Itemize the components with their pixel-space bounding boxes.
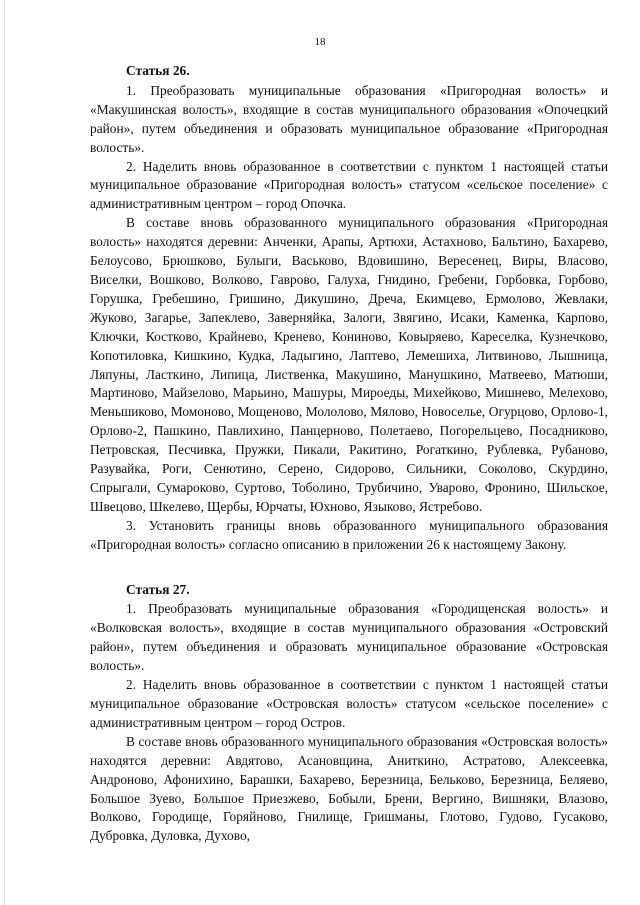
article-paragraph: 3. Установить границы вновь образованного муниципального образования «Пригородная волость» согласно описанию в приложении 26 к настоящему Закону. [90,517,608,552]
article-27 [90,581,608,847]
article-paragraph: 1. Преобразовать муниципальные образования «Городищенская волость» и «Волковская волость», входящие в состав муниципального образования «Островский район», путем объединения и образовать муниципальное образование «Островская волость». [90,601,608,674]
article-heading: Статья 27. [126,581,190,597]
article-paragraph: 1. Преобразовать муниципальные образования «Пригородная волость» и «Макушинская волость», входящие в состав муниципального образования «Опочецкий район», путем объединения и образовать муниципальное образование «Пригородная волость». [90,82,608,155]
article-paragraph: 2. Наделить вновь образованное в соответствии с пунктом 1 настоящей статьи муниципальное образование «Островская волость» статусом «сельское поселение» с административным центром – город Остров. [90,677,608,730]
village-list-paragraph: В составе вновь образованного муниципального образования «Островская волость» находятся деревни: Авдятово, Асановщина, Аниткино, Астратово, Алексеевка, Андроново, Афонихино, Барашки, Бахарево, Березница, Бельково, Березница, Беляево, Большое Зуево, Большое Приезжево, Бобыли, Брени, Вергино, Вишняки, Влазово, Волково, Городище, Горяйново, Гнилище, Гришманы, Глотово, Гудово, Гусаково, Дубровка, Дуловка, Духово, [90,733,608,844]
article-paragraph: 2. Наделить вновь образованное в соответствии с пунктом 1 настоящей статьи муниципальное образование «Пригородная волость» статусом «сельское поселение» с административным центром – город Опочка. [90,158,608,212]
page-number: 18 [314,36,326,48]
scan-edge-line [4,0,5,905]
article-heading: Статья 26. [126,63,190,78]
document-body [90,62,608,846]
village-list-paragraph: В составе вновь образованного муниципального образования «Пригородная волость» находятся деревни: Анченки, Арапы, Артюхи, Астахново, Бальтино, Бахарево, Белоусово, Брюшково, Булыги, Васьково, Вдовишино, Вересенец, Виры, Власово, Виселки, Вошково, Волково, Гаврово, Галуха, Гнидино, Гребени, Горбовка, Горбово, Горушка, Гребешино, Гришино, Дикушино, Дреча, Екимцево, Ермолово, Жевлаки, Жуково, Загарье, Запеклево, Заверняйка, Залоги, Звягино, Исаки, Каменка, Карпово, Ключки, Костково, Крайнево, Кренево, Кониново, Ковыряево, Кареселка, Кузнечково, Копотиловка, Кишкино, Кудка, Ладыгино, Лаптево, Лемешиха, Литвиново, Лышница, Ляпуны, Ласткино, Липица, Лиственка, Макушино, Манушкино, Матвеево, Матюши, Мартиново, Майзелово, Марьино, Машуры, Мироеды, Михейково, Мишнево, Мелехово, Меньшиково, Момоново, Мощеново, Мололово, Мялово, Новоселье, Огурцово, Орлово-1, Орлово-2, Пашкино, Павлихино, Панцерново, Полетаево, Погорельцево, Посадниково, Петровская, Песчивка, Пружки, Пикали, Ракитино, Рогаткино, Рублевка, Рубаново, Разувайка, Роги, Сенютино, Серено, Сидорово, Сильники, Соколово, Скурдино, Спрыгали, Сумароково, Суртово, Тоболино, Трубичино, Уварово, Фронино, Шильское, Швецово, Шкелево, Щербы, Юрчаты, Юхново, Языково, Ястребово. [90,215,608,514]
article-26 [90,62,608,555]
